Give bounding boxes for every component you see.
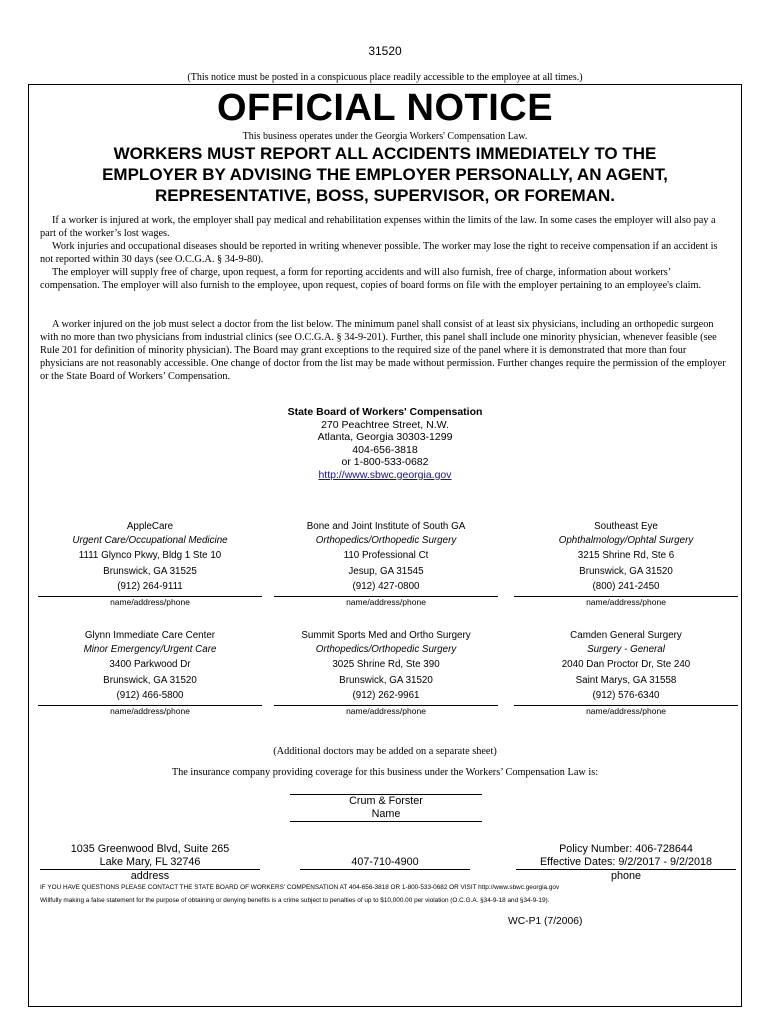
doctor-address: 3215 Shrine Rd, Ste 6 xyxy=(577,550,675,562)
headline-line: EMPLOYER BY ADVISING THE EMPLOYER PERSONALLY, AN AGENT, xyxy=(102,165,668,184)
doctor-caption: name/address/phone xyxy=(110,706,190,717)
additional-doctors-note: (Additional doctors may be added on a separate sheet) xyxy=(273,746,497,757)
doctor-phone: (912) 262-9961 xyxy=(352,689,420,701)
doctor-name: Southeast Eye xyxy=(594,521,658,532)
insurer-address-line1: 1035 Greenwood Blvd, Suite 265 xyxy=(70,843,230,855)
phone-caption: phone xyxy=(516,869,736,883)
doctor-caption: name/address/phone xyxy=(346,706,426,717)
doctor-phone: (912) 576-6340 xyxy=(592,689,660,701)
instructions-block xyxy=(40,214,730,292)
insurer-name-caption: Name xyxy=(371,808,401,820)
sbwc-city: Atlanta, Georgia 30303-1299 xyxy=(317,431,453,444)
insurer-address-block xyxy=(40,843,260,883)
doctor-address: 110 Professional Ct xyxy=(343,550,429,562)
doctor-city: Brunswick, GA 31520 xyxy=(579,565,673,577)
policy-number: Policy Number: 406-728644 xyxy=(559,843,693,855)
doctor-address: 3400 Parkwood Dr xyxy=(109,659,191,671)
doctor-specialty: Orthopedics/Orthopedic Surgery xyxy=(315,535,457,546)
paragraph-doctor-panel: A worker injured on the job must select a doctor from the list below. The minimum panel shall consist of at least six physicians, including an orthopedic surgeon with no more than two physicians from industrial clinics (see O.C.G.A. § 34-9-201). Further, this panel shall include one minority physician, whenever feasible (see Rule 201 for definition of minority physician). The Board may grant exceptions to the required size of the panel where it is demonstrated that more than four physicians are not reasonably accessible. One change of doctor from the list may be made without permission. Further changes require the permission of the employer or the State Board of Workers’ Compensation. xyxy=(40,319,726,382)
doctor-caption: name/address/phone xyxy=(346,597,426,608)
doctor-entry xyxy=(32,509,268,607)
doctor-entry xyxy=(268,509,504,607)
insurer-name-line xyxy=(290,821,482,822)
doctor-phone: (912) 427-0800 xyxy=(352,580,420,592)
paragraph-injury: If a worker is injured at work, the employer shall pay medical and rehabilitation expenses within the limits of the law. In some cases the employer will also pay a part of the worker’s lost wages. xyxy=(40,215,716,239)
policy-block xyxy=(516,843,736,883)
footer-penalty-note: Willfully making a false statement for the purpose of obtaining or denying benefits is a crime subject to penalties of up to $10,000.00 per violation (O.C.G.A. §34-9-18 and §34-9-19). xyxy=(40,897,550,904)
insurer-phone-line xyxy=(300,869,470,870)
posting-note: (This notice must be posted in a conspicuous place readily accessible to the employee at all times.) xyxy=(187,72,583,83)
paragraph-employer-forms: The employer will supply free of charge, upon request, a form for reporting accidents and will also furnish, free of charge, information about workers’ compensation. The employer will also furnish to the employee, upon request, copies of board forms on file with the employer pertaining to an employee's claim. xyxy=(40,267,702,291)
insurer-phone: 407-710-4900 xyxy=(351,856,419,868)
doctor-name: Glynn Immediate Care Center xyxy=(84,630,216,641)
doctor-city: Brunswick, GA 31520 xyxy=(103,674,197,686)
doctor-specialty: Orthopedics/Orthopedic Surgery xyxy=(315,644,457,655)
doctor-entry xyxy=(32,618,268,716)
doctor-specialty: Minor Emergency/Urgent Care xyxy=(83,644,217,655)
doctor-city: Brunswick, GA 31520 xyxy=(339,674,433,686)
doctor-specialty: Surgery - General xyxy=(587,644,665,655)
sbwc-phone: 404-656-3818 xyxy=(352,443,418,456)
doctor-name: Summit Sports Med and Ortho Surgery xyxy=(301,630,471,641)
doctor-name: AppleCare xyxy=(126,521,174,532)
form-number: 31520 xyxy=(368,44,402,58)
headline-line: WORKERS MUST REPORT ALL ACCIDENTS IMMEDIATELY TO THE xyxy=(113,144,657,163)
sbwc-website-link[interactable]: http://www.sbwc.georgia.gov xyxy=(318,468,452,481)
doctor-city: Jesup, GA 31545 xyxy=(348,565,424,577)
doctor-specialty: Ophthalmology/Ophtal Surgery xyxy=(558,535,694,546)
doctor-name: Bone and Joint Institute of South GA xyxy=(306,521,466,532)
footer-contact-note: IF YOU HAVE QUESTIONS PLEASE CONTACT THE STATE BOARD OF WORKERS' COMPENSATION AT 404-656-3818 OR 1-800-533-0682 OR VISIT http://www.sbwc.georgia.gov xyxy=(40,884,560,891)
doctor-phone: (912) 466-5800 xyxy=(116,689,184,701)
sbwc-contact xyxy=(0,406,770,482)
law-line: This business operates under the Georgia Workers' Compensation Law. xyxy=(242,131,528,142)
insurer-name-block xyxy=(290,794,482,822)
sbwc-alt-phone: or 1-800-533-0682 xyxy=(341,456,429,469)
sbwc-name: State Board of Workers' Compensation xyxy=(287,406,483,418)
doctor-address: 2040 Dan Proctor Dr, Ste 240 xyxy=(561,659,691,671)
doctor-address: 1111 Glynco Pkwy, Bldg 1 Ste 10 xyxy=(78,550,222,562)
doctor-entry xyxy=(508,509,744,607)
insurance-statement: The insurance company providing coverage for this business under the Workers’ Compensation Law is: xyxy=(171,767,599,778)
sbwc-street: 270 Peachtree Street, N.W. xyxy=(321,418,449,431)
panel-block xyxy=(40,318,730,383)
form-id: WC-P1 (7/2006) xyxy=(508,916,583,927)
doctor-city: Brunswick, GA 31525 xyxy=(103,565,197,577)
doctor-caption: name/address/phone xyxy=(586,706,666,717)
doctor-specialty: Urgent Care/Occupational Medicine xyxy=(72,535,228,546)
doctor-caption: name/address/phone xyxy=(586,597,666,608)
address-caption: address xyxy=(40,869,260,883)
paragraph-reporting: Work injuries and occupational diseases should be reported in writing whenever possible. The worker may lose the right to receive compensation if an accident is not reported within 30 days (see O.C.G.A. § 34-9-80). xyxy=(40,241,718,265)
doctor-address: 3025 Shrine Rd, Ste 390 xyxy=(332,659,440,671)
insurer-phone-block xyxy=(300,856,470,870)
headline xyxy=(40,143,730,206)
notice-title: OFFICIAL NOTICE xyxy=(216,87,554,129)
doctor-caption: name/address/phone xyxy=(110,597,190,608)
doctor-entry xyxy=(508,618,744,716)
insurer-name: Crum & Forster xyxy=(349,795,423,807)
doctor-city: Saint Marys, GA 31558 xyxy=(575,674,677,686)
insurer-address-line2: Lake Mary, FL 32746 xyxy=(99,856,201,868)
doctor-phone: (912) 264-9111 xyxy=(117,580,183,592)
doctor-entry xyxy=(268,618,504,716)
doctor-phone: (800) 241-2450 xyxy=(592,580,660,592)
headline-line: REPRESENTATIVE, BOSS, SUPERVISOR, OR FOREMAN. xyxy=(154,186,615,205)
doctor-name: Camden General Surgery xyxy=(570,630,682,641)
effective-dates: Effective Dates: 9/2/2017 - 9/2/2018 xyxy=(539,856,713,868)
